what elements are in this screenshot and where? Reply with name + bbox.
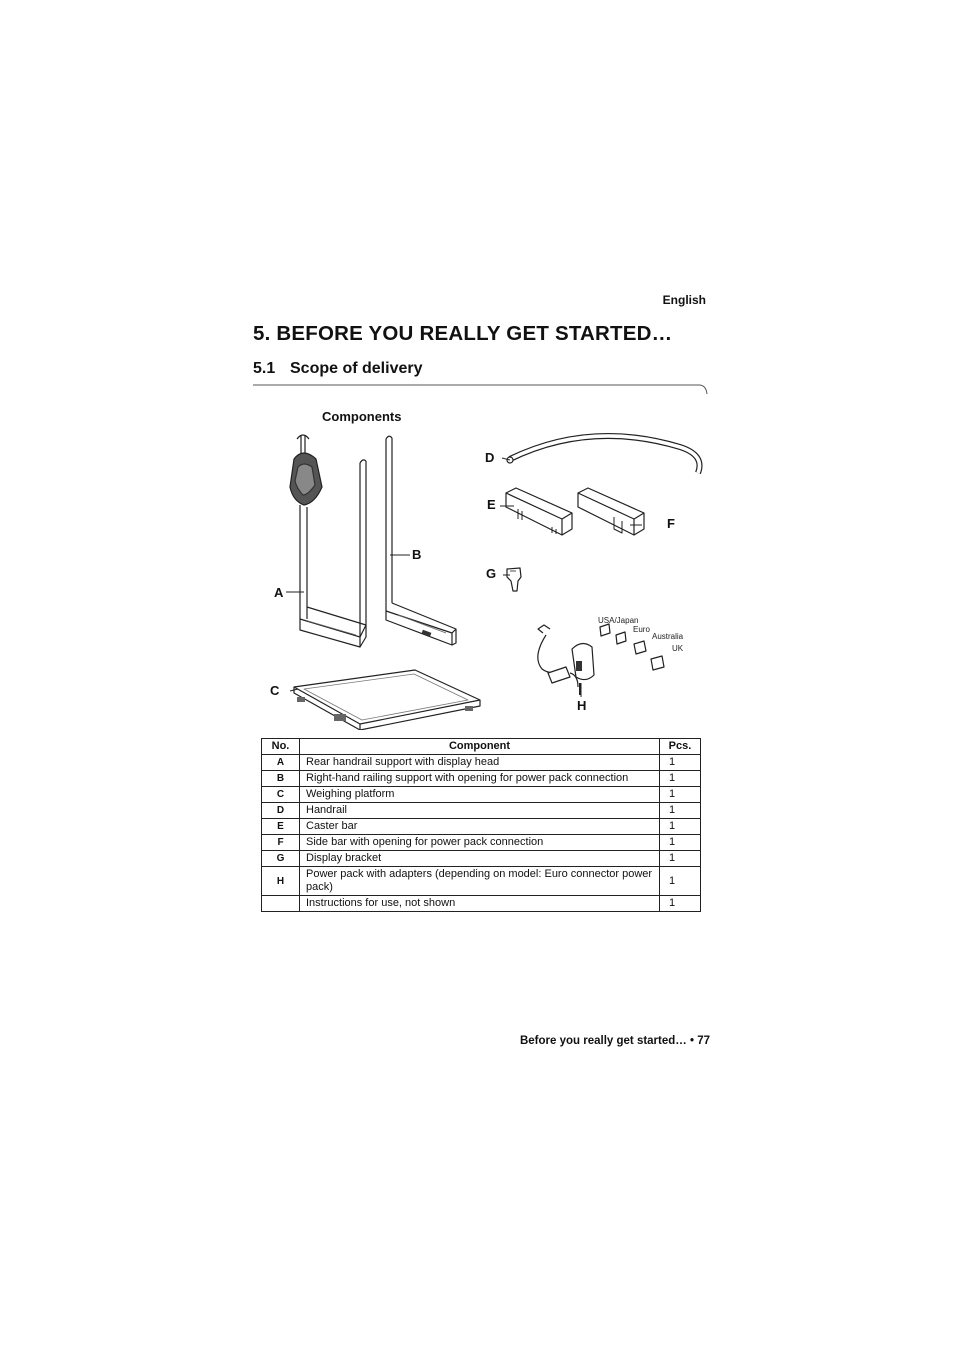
cell-no (262, 896, 300, 912)
subsection-heading (253, 360, 423, 378)
table-row (262, 787, 701, 803)
table-row (262, 771, 701, 787)
cell-pcs: 1 (660, 851, 701, 867)
cell-component: Caster bar (300, 819, 660, 835)
part-a-rear-support (290, 435, 366, 647)
components-illustration (260, 425, 710, 730)
cell-no: E (262, 819, 300, 835)
heading-rule (253, 383, 708, 395)
cell-pcs: 1 (660, 867, 701, 896)
page-footer: Before you really get started… • 77 (519, 1035, 710, 1047)
table-row (262, 867, 701, 896)
label-h: H (577, 698, 587, 713)
adapter-label-usa-japan: USA/Japan (598, 616, 639, 625)
label-c: C (270, 683, 280, 698)
table-row (262, 819, 701, 835)
cell-pcs: 1 (660, 755, 701, 771)
label-g: G (486, 566, 497, 581)
cell-component: Instructions for use, not shown (300, 896, 660, 912)
adapter-label-euro: Euro (633, 625, 650, 634)
part-h-power-pack (538, 625, 594, 695)
part-e-caster-bar (506, 488, 572, 535)
label-b: B (412, 547, 422, 562)
cell-no: C (262, 787, 300, 803)
cell-pcs: 1 (660, 771, 701, 787)
part-g-display-bracket (507, 568, 521, 591)
cell-component: Weighing platform (300, 787, 660, 803)
figure-caption: Components (322, 409, 402, 424)
subsection-title: Scope of delivery (290, 360, 423, 377)
label-a: A (274, 585, 284, 600)
header-pcs: Pcs. (660, 739, 701, 755)
cell-component: Power pack with adapters (depending on model: Euro connector power pack) (300, 867, 660, 896)
cell-no: F (262, 835, 300, 851)
cell-component: Display bracket (300, 851, 660, 867)
cell-pcs: 1 (660, 896, 701, 912)
components-table (261, 738, 701, 912)
cell-component: Side bar with opening for power pack connection (300, 835, 660, 851)
subsection-number: 5.1 (253, 360, 276, 377)
cell-no: G (262, 851, 300, 867)
section-heading: 5. BEFORE YOU REALLY GET STARTED… (253, 322, 673, 345)
header-component: Component (300, 739, 660, 755)
adapters-group (600, 624, 664, 670)
header-no: No. (262, 739, 300, 755)
table-row (262, 851, 701, 867)
table-row (262, 803, 701, 819)
cell-no: D (262, 803, 300, 819)
label-d: D (485, 450, 495, 465)
adapter-label-australia: Australia (652, 632, 684, 641)
cell-component: Handrail (300, 803, 660, 819)
part-c-platform (294, 670, 480, 730)
part-b-right-support (386, 436, 456, 645)
cell-pcs: 1 (660, 835, 701, 851)
table-row (262, 896, 701, 912)
cell-pcs: 1 (660, 819, 701, 835)
cell-no: A (262, 755, 300, 771)
cell-pcs: 1 (660, 787, 701, 803)
table-row (262, 755, 701, 771)
language-label: English (662, 293, 706, 307)
cell-no: B (262, 771, 300, 787)
label-f: F (667, 516, 675, 531)
part-d-handrail (507, 436, 700, 473)
table-row (262, 835, 701, 851)
part-f-side-bar (578, 488, 644, 535)
cell-no: H (262, 867, 300, 896)
adapter-label-uk: UK (672, 644, 684, 653)
cell-component: Right-hand railing support with opening for power pack connection (300, 771, 660, 787)
cell-component: Rear handrail support with display head (300, 755, 660, 771)
cell-pcs: 1 (660, 803, 701, 819)
label-e: E (487, 497, 496, 512)
table-header-row (262, 739, 701, 755)
